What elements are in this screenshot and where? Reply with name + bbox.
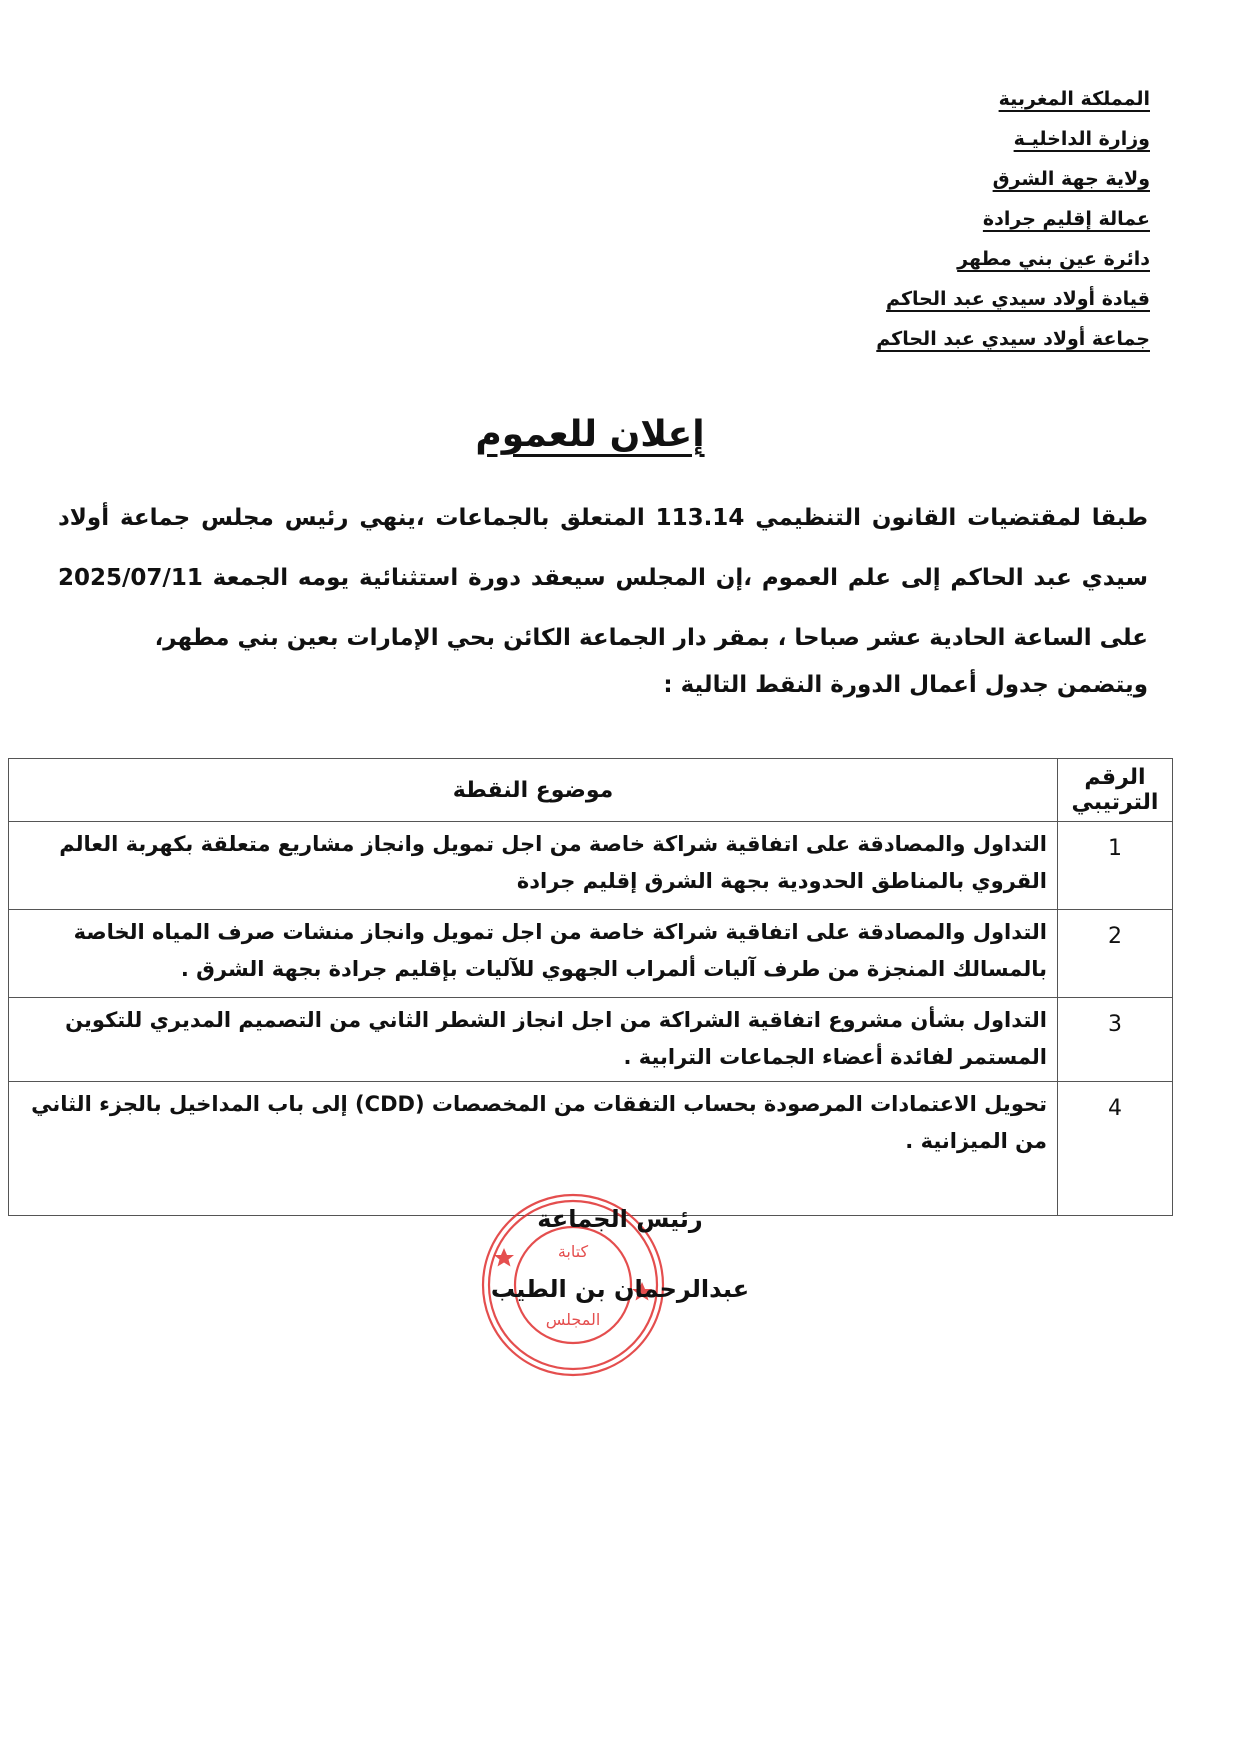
header-line-district: دائرة عين بني مطهر [957, 248, 1150, 270]
header-line-province: عمالة إقليم جرادة [982, 208, 1150, 230]
agenda-row-number: 2 [1058, 910, 1173, 998]
agenda-row-subject: التداول والمصادقة على اتفاقية شراكة خاصة من اجل تمويل وانجاز منشات صرف المياه الخاصة بالمسالك المنجزة من طرف آليات ألمراب الجهوي للآليات بإقليم جرادة بجهة الشرق . [9, 910, 1058, 998]
header-subject: موضوع النقطة [9, 759, 1058, 822]
stamp-center-line-2: المجلس [545, 1310, 601, 1329]
agenda-row [9, 822, 1173, 910]
agenda-row-number: 1 [1058, 822, 1173, 910]
header-number: الرقم الترتيبي [1058, 759, 1173, 822]
stamp-center-line-1: كتابة [557, 1242, 589, 1261]
document-title-wrapper [0, 414, 1240, 455]
agenda-row-number: 4 [1058, 1082, 1173, 1216]
header-line-kingdom: المملكة المغربية [998, 88, 1150, 110]
agenda-row [9, 998, 1173, 1082]
header-line-commune: جماعة أولاد سيدي عبد الحاكم [876, 328, 1150, 350]
agenda-row [9, 910, 1173, 998]
header-line-caidat: قيادة أولاد سيدي عبد الحاكم [886, 288, 1150, 310]
agenda-table [8, 758, 1173, 1216]
agenda-row-subject: تحويل الاعتمادات المرصودة بحساب التفقات من المخصصات (CDD) إلى باب المداخيل بالجزء الثاني من الميزانية . [9, 1082, 1058, 1216]
header-line-region: ولاية جهة الشرق [992, 168, 1150, 190]
signatory-role: رئيس الجماعة [537, 1205, 703, 1233]
agenda-row-subject: التداول بشأن مشروع اتفاقية الشراكة من اجل انجاز الشطر الثاني من التصميم المديري للتكوين المستمر لفائدة أعضاء الجماعات الترابية . [9, 998, 1058, 1082]
agenda-header-row [9, 759, 1173, 822]
agenda-row-number: 3 [1058, 998, 1173, 1082]
signatory-name: عبدالرحمان بن الطيب [490, 1275, 750, 1303]
agenda-intro: ويتضمن جدول أعمال الدورة النقط التالية : [663, 672, 1148, 698]
document-title: إعلان للعموم [475, 414, 705, 455]
header-line-ministry: وزارة الداخليـة [1013, 128, 1150, 150]
signature-block [0, 1190, 1240, 1400]
issuing-authority-header [750, 82, 1150, 362]
agenda-row-subject: التداول والمصادقة على اتفاقية شراكة خاصة من اجل تمويل وانجاز مشاريع متعلقة بكهربة العالم القروي بالمناطق الحدودية بجهة الشرق إقليم جرادة [9, 822, 1058, 910]
intro-text [58, 488, 1148, 668]
intro-paragraph: طبقا لمقتضيات القانون التنظيمي 113.14 المتعلق بالجماعات ،ينهي رئيس مجلس جماعة أولاد سيدي عبد الحاكم إلى علم العموم ،إن المجلس سيعقد دورة استثنائية يومه الجمعة 2025/07/11 على الساعة الحادية عشر صباحا ، بمقر دار الجماعة الكائن بحي الإمارات بعين بني مطهر، [58, 505, 1148, 651]
